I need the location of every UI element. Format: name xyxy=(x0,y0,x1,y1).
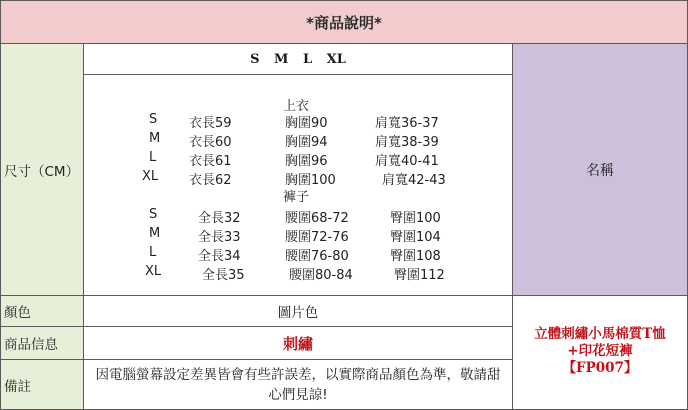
product-name-line: +印花短褲 xyxy=(567,343,633,359)
bottom-size: XL xyxy=(145,264,162,279)
top-shoulder: 肩寬36-37 xyxy=(375,116,439,131)
top-shoulder: 肩寬42-43 xyxy=(382,173,446,188)
top-chest: 胸圍90 xyxy=(285,116,328,131)
bottom-waist: 腰圍68-72 xyxy=(285,211,349,226)
note-label: 備註 xyxy=(0,359,84,410)
bottom-length: 全長35 xyxy=(202,268,245,283)
bottom-size: L xyxy=(149,245,157,260)
bottom-length: 全長32 xyxy=(198,211,241,226)
size-label: 尺寸（CM） xyxy=(0,43,84,296)
bottom-waist: 腰圍72-76 xyxy=(285,230,349,245)
color-label: 顏色 xyxy=(0,295,84,327)
top-size: L xyxy=(149,150,157,165)
top-chest: 胸圍96 xyxy=(285,154,328,169)
bottom-hip: 臀圍104 xyxy=(390,230,441,245)
bottom-size: S xyxy=(149,207,158,222)
color-value: 圖片色 xyxy=(83,295,513,327)
page-title: *商品說明* xyxy=(0,0,688,44)
bottom-heading: 褲子 xyxy=(283,190,310,205)
info-value: 刺繡 xyxy=(83,326,513,360)
top-shoulder: 肩寬40-41 xyxy=(375,154,439,169)
top-size: XL xyxy=(142,169,159,184)
bottom-hip: 臀圍108 xyxy=(390,249,441,264)
bottom-waist: 腰圍80-84 xyxy=(289,268,353,283)
size-header: S M L XL xyxy=(83,43,513,75)
top-length: 衣長62 xyxy=(189,173,232,188)
bottom-hip: 臀圍112 xyxy=(394,268,445,283)
bottom-size: M xyxy=(149,226,161,241)
size-chart xyxy=(83,74,513,296)
bottom-hip: 臀圍100 xyxy=(390,211,441,226)
top-size: M xyxy=(149,131,161,146)
product-name-line: 立體刺繡小馬棉質T恤 xyxy=(534,326,666,342)
top-length: 衣長59 xyxy=(189,116,232,131)
product-name xyxy=(512,295,688,410)
bottom-length: 全長33 xyxy=(198,230,241,245)
top-shoulder: 肩寬38-39 xyxy=(375,135,439,150)
top-chest: 胸圍94 xyxy=(285,135,328,150)
info-label: 商品信息 xyxy=(0,326,84,360)
name-label: 名稱 xyxy=(512,43,688,296)
top-length: 衣長60 xyxy=(189,135,232,150)
top-length: 衣長61 xyxy=(189,154,232,169)
top-chest: 胸圍100 xyxy=(285,173,336,188)
bottom-length: 全長34 xyxy=(198,249,241,264)
note-value: 因電腦螢幕設定差異皆會有些許誤差，以實際商品顏色為準，敬請甜心們見諒! xyxy=(83,359,513,410)
top-heading: 上衣 xyxy=(283,99,310,114)
bottom-waist: 腰圍76-80 xyxy=(285,249,349,264)
top-size: S xyxy=(149,112,158,127)
product-code: 【FP007】 xyxy=(562,360,638,376)
